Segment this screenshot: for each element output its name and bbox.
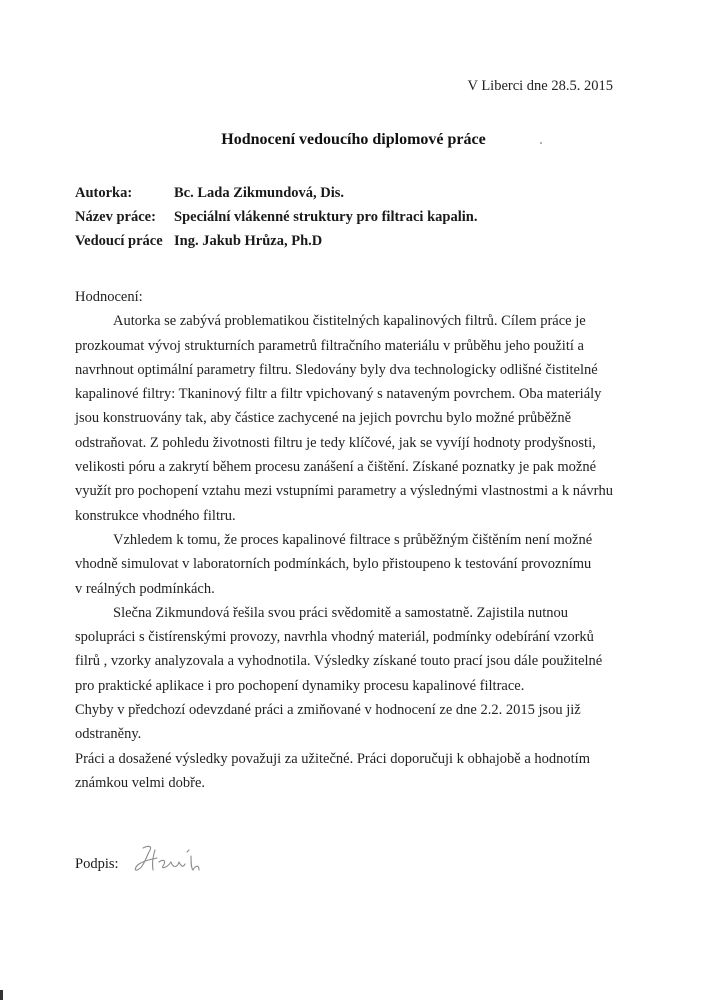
meta-value: Speciální vlákenné struktury pro filtraci kapalin. (174, 209, 478, 225)
text-line: Chyby v předchozí odevzdané práci a zmiňované v hodnocení ze dne 2.2. 2015 jsou již (75, 702, 581, 719)
evaluation-body (75, 285, 675, 795)
text-line: velikosti póru a zakrytí během procesu zanášení a čištění. Získané poznatky je pak možné (75, 459, 597, 476)
text-line: využít pro pochopení vztahu mezi vstupními parametry a výslednými vlastnostmi a k návrhu (75, 483, 613, 500)
meta-block (75, 185, 477, 257)
paragraph-5 (75, 747, 675, 796)
text-line: Slečna Zikmundová řešila svou práci svědomitě a samostatně. Zajistila nutnou (113, 604, 569, 621)
meta-label: Autorka: (75, 185, 133, 201)
handwritten-signature-icon (133, 842, 213, 881)
text-line: prozkoumat vývoj strukturních parametrů filtračního materiálu v průběhu jeho použití a (75, 337, 584, 354)
text-line: navrhnout optimální parametry filtru. Sledovány byly dva technologicky odlišné čistitelné (75, 361, 598, 378)
paragraph-4 (75, 698, 675, 747)
text-line: vhodně simulovat v laboratorních podmínkách, bylo přistoupeno k testování provoznímu (75, 556, 592, 573)
signature-block (75, 848, 213, 881)
text-line: odstraňovat. Z pohledu životnosti filtru je tedy klíčové, jak se vyvíjí hodnoty prodyšnosti, (75, 434, 596, 451)
document-title: Hodnocení vedoucího diplomové práce (221, 131, 486, 148)
text-line: spolupráci s čistírenskými provozy, navrhla vhodný materiál, podmínky odebírání vzorků (75, 629, 594, 646)
scan-speck (540, 142, 542, 144)
text-line: Vzhledem k tomu, že proces kapalinové filtrace s průběžným čištěním není možné (113, 531, 593, 548)
text-line: kapalinové filtry: Tkaninový filtr a filtr vpichovaný s nataveným povrchem. Oba materiály (75, 386, 602, 403)
text-line: v reálných podmínkách. (75, 580, 215, 597)
meta-label: Vedoucí práce (75, 233, 163, 249)
text-line: známkou velmi dobře. (75, 774, 206, 791)
text-line: jsou konstruovány tak, aby částice zachycené na jejich povrchu bylo možné průběžně (75, 410, 572, 427)
date-line: V Liberci dne 28.5. 2015 (467, 78, 613, 94)
paragraph-3 (75, 601, 675, 698)
scan-edge-mark (0, 990, 3, 1000)
text-line: Práci a dosažené výsledky považuji za užitečné. Práci doporučuji k obhajobě a hodnotím (75, 750, 590, 767)
meta-row-author (75, 185, 477, 209)
meta-value: Bc. Lada Zikmundová, Dis. (174, 185, 345, 201)
meta-label: Název práce: (75, 209, 156, 225)
text-line: Autorka se zabývá problematikou čistitelných kapalinových filtrů. Cílem práce je (113, 313, 586, 330)
meta-row-supervisor (75, 233, 477, 257)
text-line: pro praktické aplikace i pro pochopení dynamiky procesu kapalinové filtrace. (75, 677, 525, 694)
evaluation-heading: Hodnocení: (75, 289, 143, 305)
meta-value: Ing. Jakub Hrůza, Ph.D (174, 233, 323, 249)
signature-label: Podpis: (75, 856, 119, 872)
meta-row-thesis-title (75, 209, 477, 233)
text-line: odstraněny. (75, 726, 142, 743)
text-line: filrů , vzorky analyzovala a vyhodnotila. Výsledky získané touto prací jsou dále použitelné (75, 653, 603, 670)
paragraph-1 (75, 309, 675, 528)
text-line: konstrukce vhodného filtru. (75, 507, 236, 524)
paragraph-2 (75, 528, 675, 601)
